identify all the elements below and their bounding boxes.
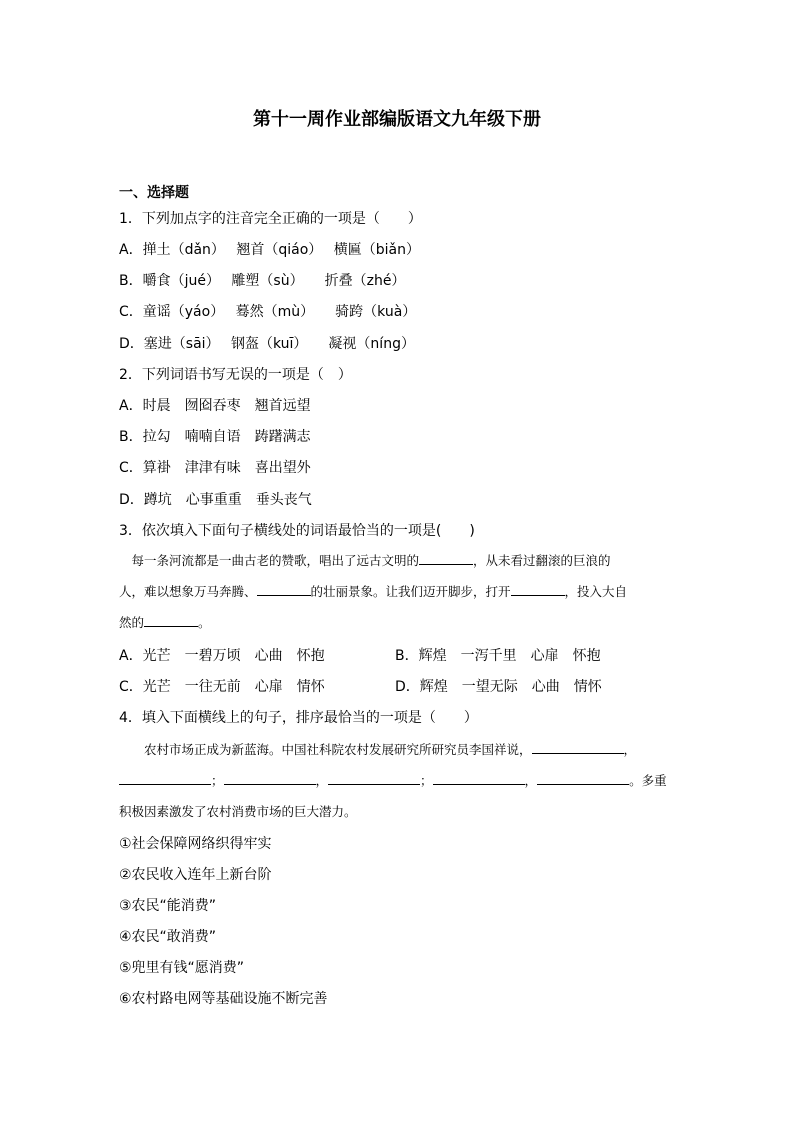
passage-text: 农村市场正成为新蓝海。中国社科院农村发展研究所研究员李国祥说，	[119, 742, 532, 757]
fill-blank	[119, 772, 211, 785]
q4-passage-line	[119, 740, 636, 758]
fill-blank	[532, 741, 624, 754]
passage-text: 人，难以想象万马奔腾、	[119, 584, 257, 599]
page-title: 第十一周作业部编版语文九年级下册	[253, 109, 541, 130]
q4-item-2: ②农民收入连年上新台阶	[119, 867, 272, 883]
q2-option-c: C．算褂 津津有味 喜出望外	[119, 460, 311, 476]
q1-option-c: C．童谣（yáo） 蓦然（mù） 骑跨（kuà）	[119, 304, 417, 320]
separator: ；	[211, 773, 224, 788]
q1-option-b: B．嚼食（jué） 雕塑（sù） 折叠（zhé）	[119, 273, 406, 289]
q2-option-d: D．蹲坑 心事重重 垂头丧气	[119, 492, 312, 508]
fill-blank	[328, 772, 420, 785]
q4-stem: 4．填入下面横线上的句子，排序最恰当的一项是（ ）	[119, 710, 478, 726]
passage-text: 。	[198, 615, 211, 630]
fill-blank	[224, 772, 316, 785]
passage-text: 然的	[119, 615, 145, 630]
fill-blank	[257, 583, 311, 596]
q3-option-a: A．光芒 一碧万顷 心曲 怀抱	[119, 648, 325, 664]
passage-text: ，投入大自	[564, 584, 628, 599]
q3-option-c: C．光芒 一往无前 心扉 情怀	[119, 679, 325, 695]
q2-option-b: B．拉勾 喃喃自语 踌躇满志	[119, 429, 311, 445]
q4-item-6: ⑥农村路电网等基础设施不断完善	[119, 991, 328, 1007]
passage-text: 的壮丽景象。让我们迈开脚步，打开	[310, 584, 511, 599]
q4-item-1: ①社会保障网络织得牢实	[119, 836, 272, 852]
fill-blank	[511, 583, 565, 596]
q3-passage-line	[119, 582, 627, 600]
fill-blank	[433, 772, 525, 785]
q1-option-d: D．塞进（sāi） 钢盔（kuī） 凝视（níng）	[119, 336, 415, 352]
separator: ，	[524, 773, 538, 788]
passage-text: 每一条河流都是一曲古老的赞歌，唱出了远古文明的	[119, 553, 420, 568]
q3-stem: 3．依次填入下面句子横线处的词语最恰当的一项是( )	[119, 523, 475, 539]
fill-blank	[537, 772, 629, 785]
q3-passage-line	[119, 613, 211, 631]
q3-option-b: B．辉煌 一泻千里 心扉 怀抱	[395, 648, 601, 664]
q4-passage-line: 积极因素激发了农村消费市场的巨大潜力。	[119, 804, 357, 819]
q4-item-5: ⑤兜里有钱“愿消费”	[119, 960, 245, 976]
q2-stem: 2．下列词语书写无误的一项是（ ）	[119, 367, 352, 383]
q1-option-a: A．掸土（dǎn） 翘首（qiáo） 横匾（biǎn）	[119, 242, 420, 258]
fill-blank	[144, 614, 198, 627]
q3-option-d: D．辉煌 一望无际 心曲 情怀	[395, 679, 602, 695]
q2-option-a: A．时晨 囫囵吞枣 翘首远望	[119, 398, 311, 414]
separator: ，	[315, 773, 329, 788]
fill-blank	[419, 552, 473, 565]
q4-item-3: ③农民“能消费”	[119, 898, 217, 914]
q4-item-4: ④农民“敢消费”	[119, 929, 217, 945]
separator: ；	[420, 773, 433, 788]
passage-text: ，从未看过翻滚的巨浪的	[473, 553, 611, 568]
section-heading: 一、选择题	[119, 185, 189, 201]
separator: 。多重	[629, 773, 667, 788]
passage-text: ，	[623, 742, 637, 757]
q4-passage-line	[119, 771, 667, 789]
q3-passage-line	[119, 551, 611, 569]
q1-stem: 1．下列加点字的注音完全正确的一项是（ ）	[119, 211, 422, 227]
